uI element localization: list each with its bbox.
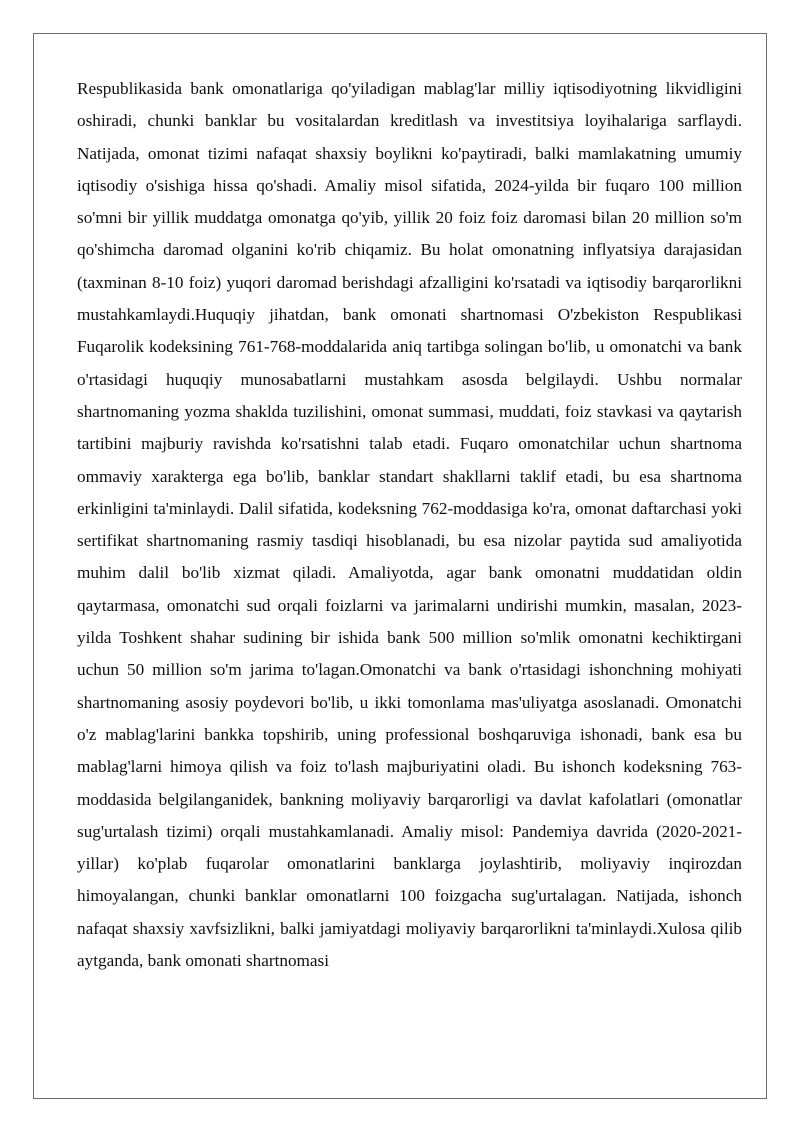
body-paragraph: Respublikasida bank omonatlariga qo'yiladigan mablag'lar milliy iqtisodiyotning likvidligini oshiradi, chunki banklar bu vositalardan kreditlash va investitsiya loyihalariga sarflaydi. Natijada, omonat tizimi nafaqat shaxsiy boylikni ko'paytiradi, balki mamlakatning umumiy iqtisodiy o'sishiga hissa qo'shadi. Amaliy misol sifatida, 2024-yilda bir fuqaro 100 million so'mni bir yillik muddatga omonatga qo'yib, yillik 20 foiz foiz daromasi bilan 20 million so'm qo'shimcha daromad olganini ko'rib chiqamiz. Bu holat omonatning inflyatsiya darajasidan (taxminan 8-10 foiz) yuqori daromad berishdagi afzalligini ko'rsatadi va iqtisodiy barqarorlikni mustahkamlaydi.Huquqiy jihatdan, bank omonati shartnomasi O'zbekiston Respublikasi Fuqarolik kodeksining 761-768-moddalarida aniq tartibga solingan bo'lib, u omonatchi va bank o'rtasidagi huquqiy munosabatlarni mustahkam asosda belgilaydi. Ushbu normalar shartnomaning yozma shaklda tuzilishini, omonat summasi, muddati, foiz stavkasi va qaytarish tartibini majburiy ravishda ko'rsatishni talab etadi. Fuqaro omonatchilar uchun shartnoma ommaviy xarakterga ega bo'lib, banklar standart shakllarni taklif etadi, bu esa shartnoma erkinligini ta'minlaydi. Dalil sifatida, kodeksning 762-moddasiga ko'ra, omonat daftarchasi yoki sertifikat shartnomaning rasmiy tasdiqi hisoblanadi, bu esa nizolar paytida sud amaliyotida muhim dalil bo'lib xizmat qiladi. Amaliyotda, agar bank omonatni muddatidan oldin qaytarmasa, omonatchi sud orqali foizlarni va jarimalarni undirishi mumkin, masalan, 2023-yilda Toshkent shahar sudining bir ishida bank 500 million so'mlik omonatni kechiktirgani uchun 50 million so'm jarima to'lagan.Omonatchi va bank o'rtasidagi ishonchning mohiyati shartnomaning asosiy poydevori bo'lib, u ikki tomonlama mas'uliyatga asoslanadi. Omonatchi o'z mablag'larini bankka topshirib, uning professional boshqaruviga ishonadi, bank esa bu mablag'larni himoya qilish va foiz to'lash majburiyatini oladi. Bu ishonch kodeksning 763-moddasida belgilanganidek, bankning moliyaviy barqarorligi va davlat kafolatlari (omonatlar sug'urtalash tizimi) orqali mustahkamlanadi. Amaliy misol: Pandemiya davrida (2020-2021-yillar) ko'plab fuqarolar omonatlarini banklarga joylashtirib, moliyaviy inqirozdan himoyalangan, chunki banklar omonatlarni 100 foizgacha sug'urtalagan. Natijada, ishonch nafaqat shaxsiy xavfsizlikni, balki jamiyatdagi moliyaviy barqarorlikni ta'minlaydi.Xulosa qilib aytganda, bank omonati shartnomasi — [77, 79, 742, 971]
